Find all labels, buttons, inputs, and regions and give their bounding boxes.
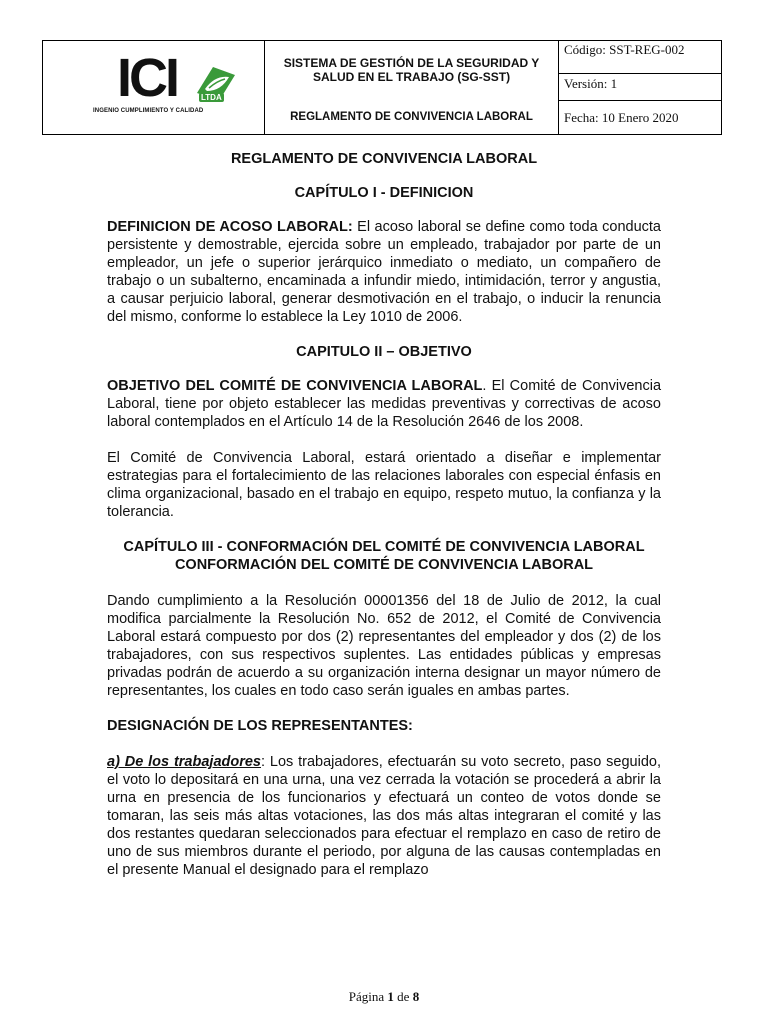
meta-cell (559, 41, 721, 134)
objective-text: . El Comité de Convivencia Laboral, tiene por objeto establecer las medidas preventivas y correctivas de acoso laboral contemplados en el Artículo 14 de la Resolución 2646 de los 2008. (107, 378, 662, 430)
logo-cell (43, 41, 265, 134)
workers-text: : Los trabajadores, efectuarán su voto secreto, paso seguido, el voto lo depositará en una urna, una vez cerrada la votación se procederá a abrir la urna en presencia de los funcionarios y efectuará un conteo de votos donde se tomaran, las seis más altas votaciones, las dos más altas integraran el comité y las dos restantes quedaran seleccionados para efectuar el remplazo en caso de retiro de uno de sus miembros durante el periodo, por alguna de las causas contempladas en el presente Manual el designado para el remplazo (107, 754, 662, 878)
chapter-1-title: CAPÍTULO I - DEFINICION (294, 185, 474, 201)
definition-label: DEFINICION DE ACOSO LABORAL: (107, 219, 353, 235)
page-number: 1 (387, 989, 394, 1004)
logo-ltda-badge: LTDA (201, 93, 222, 102)
document-body (107, 150, 661, 879)
definition-paragraph (107, 218, 661, 326)
document-header (42, 40, 722, 135)
page-total: 8 (412, 989, 420, 1004)
objective-paragraph (107, 377, 661, 431)
definition-text: El acoso laboral se define como toda conducta persistente y demostrable, ejercida sobre un empleado, trabajador por parte de un empleador, un jefe o superior jerárquico inmediato o mediato, un compañero de trabajo o un subalterno, encaminada a infundir miedo, intimidación, terror y angustia, a causar perjuicio laboral, generar desmotivación en el trabajo, o inducir la renuncia del mismo, conforme lo establece la Ley 1010 de 2006. (107, 219, 661, 325)
document-version: Versión: 1 (559, 74, 721, 101)
chapter-2-title: CAPITULO II – OBJETIVO (296, 344, 472, 360)
company-logo-text: ICI (117, 48, 178, 108)
page-prefix: Página (348, 989, 388, 1004)
conformation-paragraph: Dando cumplimiento a la Resolución 00001356 del 18 de Julio de 2012, la cual modifica parcialmente la Resolución No. 652 de 2012, el Comité de Convivencia Laboral estará compuesto por dos (2) representantes del empleador y dos (2) de los trabajadores, con sus respectivos suplentes. Las entidades públicas y empresas privadas podrán de acuerdo a su organización interna designar un mayor número de representantes, los cuales en todo caso serán iguales en ambas partes. (107, 593, 661, 699)
document-title: REGLAMENTO DE CONVIVENCIA LABORAL (290, 110, 533, 123)
objective-paragraph-2: El Comité de Convivencia Laboral, estará orientado a diseñar e implementar estrategias para el fortalecimiento de las relaciones laborales con especial énfasis en clima organizacional, basado en el trabajo en equipo, respeto mutuo, la confianza y la tolerancia. (107, 450, 661, 520)
document-date: Fecha: 10 Enero 2020 (564, 109, 679, 125)
system-title: SISTEMA DE GESTIÓN DE LA SEGURIDAD Y SALUD EN EL TRABAJO (SG-SST) (283, 56, 540, 84)
objective-label: OBJETIVO DEL COMITÉ DE CONVIVENCIA LABORAL (107, 378, 483, 394)
workers-label: a) De los trabajadores (107, 754, 261, 770)
chapter-3-title: CAPÍTULO III - CONFORMACIÓN DEL COMITÉ DE CONVIVENCIA LABORAL (123, 539, 645, 555)
main-title: REGLAMENTO DE CONVIVENCIA LABORAL (230, 151, 538, 167)
title-cell (265, 41, 559, 134)
designation-title: DESIGNACIÓN DE LOS REPRESENTANTES: (107, 718, 413, 734)
logo-tagline: INGENIO CUMPLIMIENTO Y CALIDAD (93, 108, 204, 114)
page-footer (0, 989, 768, 1005)
workers-paragraph (107, 753, 661, 879)
page-of: de (393, 989, 413, 1004)
document-code: Código: SST-REG-002 (559, 41, 721, 74)
chapter-3-subtitle: CONFORMACIÓN DEL COMITÉ DE CONVIVENCIA LABORAL (174, 557, 594, 573)
